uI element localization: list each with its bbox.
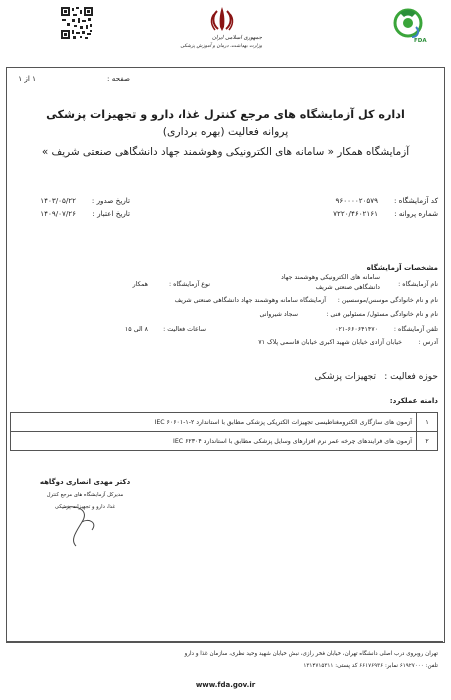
expiry-date-value: ۱۴۰۹/۰۷/۲۶ — [40, 209, 76, 218]
address-value: خیابان آزادی خیابان شهید اکبری خیابان قاسمی پلاک ۷۱ — [258, 339, 402, 346]
qr-code — [60, 6, 94, 40]
phone-value: ۰۲۱-۶۶۰۶۴۱۴۷۰ — [335, 326, 378, 333]
license-title: پروانه فعالیت (بهره برداری) — [162, 125, 289, 138]
page-title: اداره کل آزمایشگاه های مرجع کنترل غذا، دارو و تجهیزات پزشکی — [46, 108, 405, 121]
row-number: ۱ — [417, 413, 438, 432]
phone-label: تلفن آزمایشگاه : — [393, 326, 438, 333]
table-row — [11, 413, 438, 432]
table-row — [11, 432, 438, 451]
lab-title: آزمایشگاه همکار « سامانه های الکترونیکی وهوشمند جهاد دانشگاهی صنعتی شریف » — [41, 146, 410, 158]
lab-type-value: همکار — [132, 281, 148, 288]
emblem-caption-1: جمهوری اسلامی ایران — [211, 35, 262, 41]
lab-name-label: نام آزمایشگاه : — [398, 281, 438, 288]
signatory-title-1: مدیرکل آزمایشگاه های مرجع کنترل — [46, 492, 124, 498]
hours-value: ۸ الی ۱۵ — [124, 326, 148, 333]
signature-icon — [52, 500, 112, 550]
license-no-label: شماره پروانه : — [394, 209, 438, 218]
page-label: صفحه : — [107, 74, 130, 83]
row-text: آزمون های فرایندهای چرخه عمر نرم افزارهای وسایل پزشکی مطابق با استاندارد ۶۲۳۰۴ IEC — [11, 432, 417, 451]
row-text: آزمون های سازگاری الکترومغناطیسی تجهیزات الکتریکی پزشکی مطابق با استاندارد ۲-۱-۶۰۶۰۱ IEC — [11, 413, 417, 432]
expiry-date-label: تاریخ اعتبار : — [92, 209, 130, 218]
license-no-value: ۷۲۲۰/۴۶۰۲۱۶۱ — [333, 209, 378, 218]
address-label: آدرس : — [418, 339, 438, 346]
row-number: ۲ — [417, 432, 438, 451]
fda-logo-text: FDA — [414, 38, 427, 44]
footer-contact: تلفن: ۶۱۹۲۷۰۰۰ نمابر: ۶۶۱۷۶۹۳۶ کد پستی: ۱۳۱۴۷۱۵۳۱۱ — [303, 663, 438, 669]
iran-emblem-icon — [207, 5, 237, 33]
scope-table — [10, 412, 438, 451]
signatory-title-2: غذا، دارو و تجهیزات پزشکی — [54, 504, 116, 510]
emblem-caption-2: وزارت بهداشت، درمان و آموزش پزشکی — [180, 44, 262, 49]
lab-name-line1: سامانه های الکترونیکی وهوشمند جهاد — [281, 274, 380, 281]
lab-name-line2: دانشگاهی صنعتی شریف — [315, 284, 380, 291]
page-number: ۱ از ۱ — [18, 74, 36, 83]
lab-code-value: ۹۶۰۰۰۰۲۰۵۷۹ — [335, 196, 378, 205]
scope-heading: دامنه عملکرد: — [389, 396, 438, 405]
footer-website[interactable]: www.fda.gov.ir — [195, 681, 256, 689]
issue-date-value: ۱۴۰۳/۰۵/۲۲ — [40, 196, 76, 205]
specs-heading: مشخصات آزمایشگاه — [366, 263, 438, 272]
footer-divider — [6, 641, 443, 642]
lab-code-label: کد آزمایشگاه : — [393, 196, 438, 205]
founder-label: نام و نام خانوادگی موسس/موسسین : — [337, 297, 438, 304]
field-label: حوزه فعالیت : — [384, 372, 438, 382]
field-value: تجهیزات پزشکی — [314, 372, 376, 382]
footer-address: تهران روبروی درب اصلی دانشگاه تهران، خیابان فخر رازی، نبش خیابان شهید وحید نظری، سازمان غذا و دارو — [184, 651, 438, 657]
issue-date-label: تاریخ صدور : — [91, 196, 130, 205]
tech-manager-value: سجاد شیروانی — [259, 311, 298, 318]
founder-value: آزمایشگاه سامانه وهوشمند جهاد دانشگاهی صنعتی شریف — [174, 297, 326, 304]
tech-manager-label: نام و نام خانوادگی مسئول/ مسئولین فنی : — [326, 311, 438, 318]
hours-label: ساعات فعالیت : — [163, 326, 206, 333]
signatory-name: دکتر مهدی انصاری دوگاهه — [39, 478, 131, 486]
lab-type-label: نوع آزمایشگاه : — [168, 281, 210, 288]
